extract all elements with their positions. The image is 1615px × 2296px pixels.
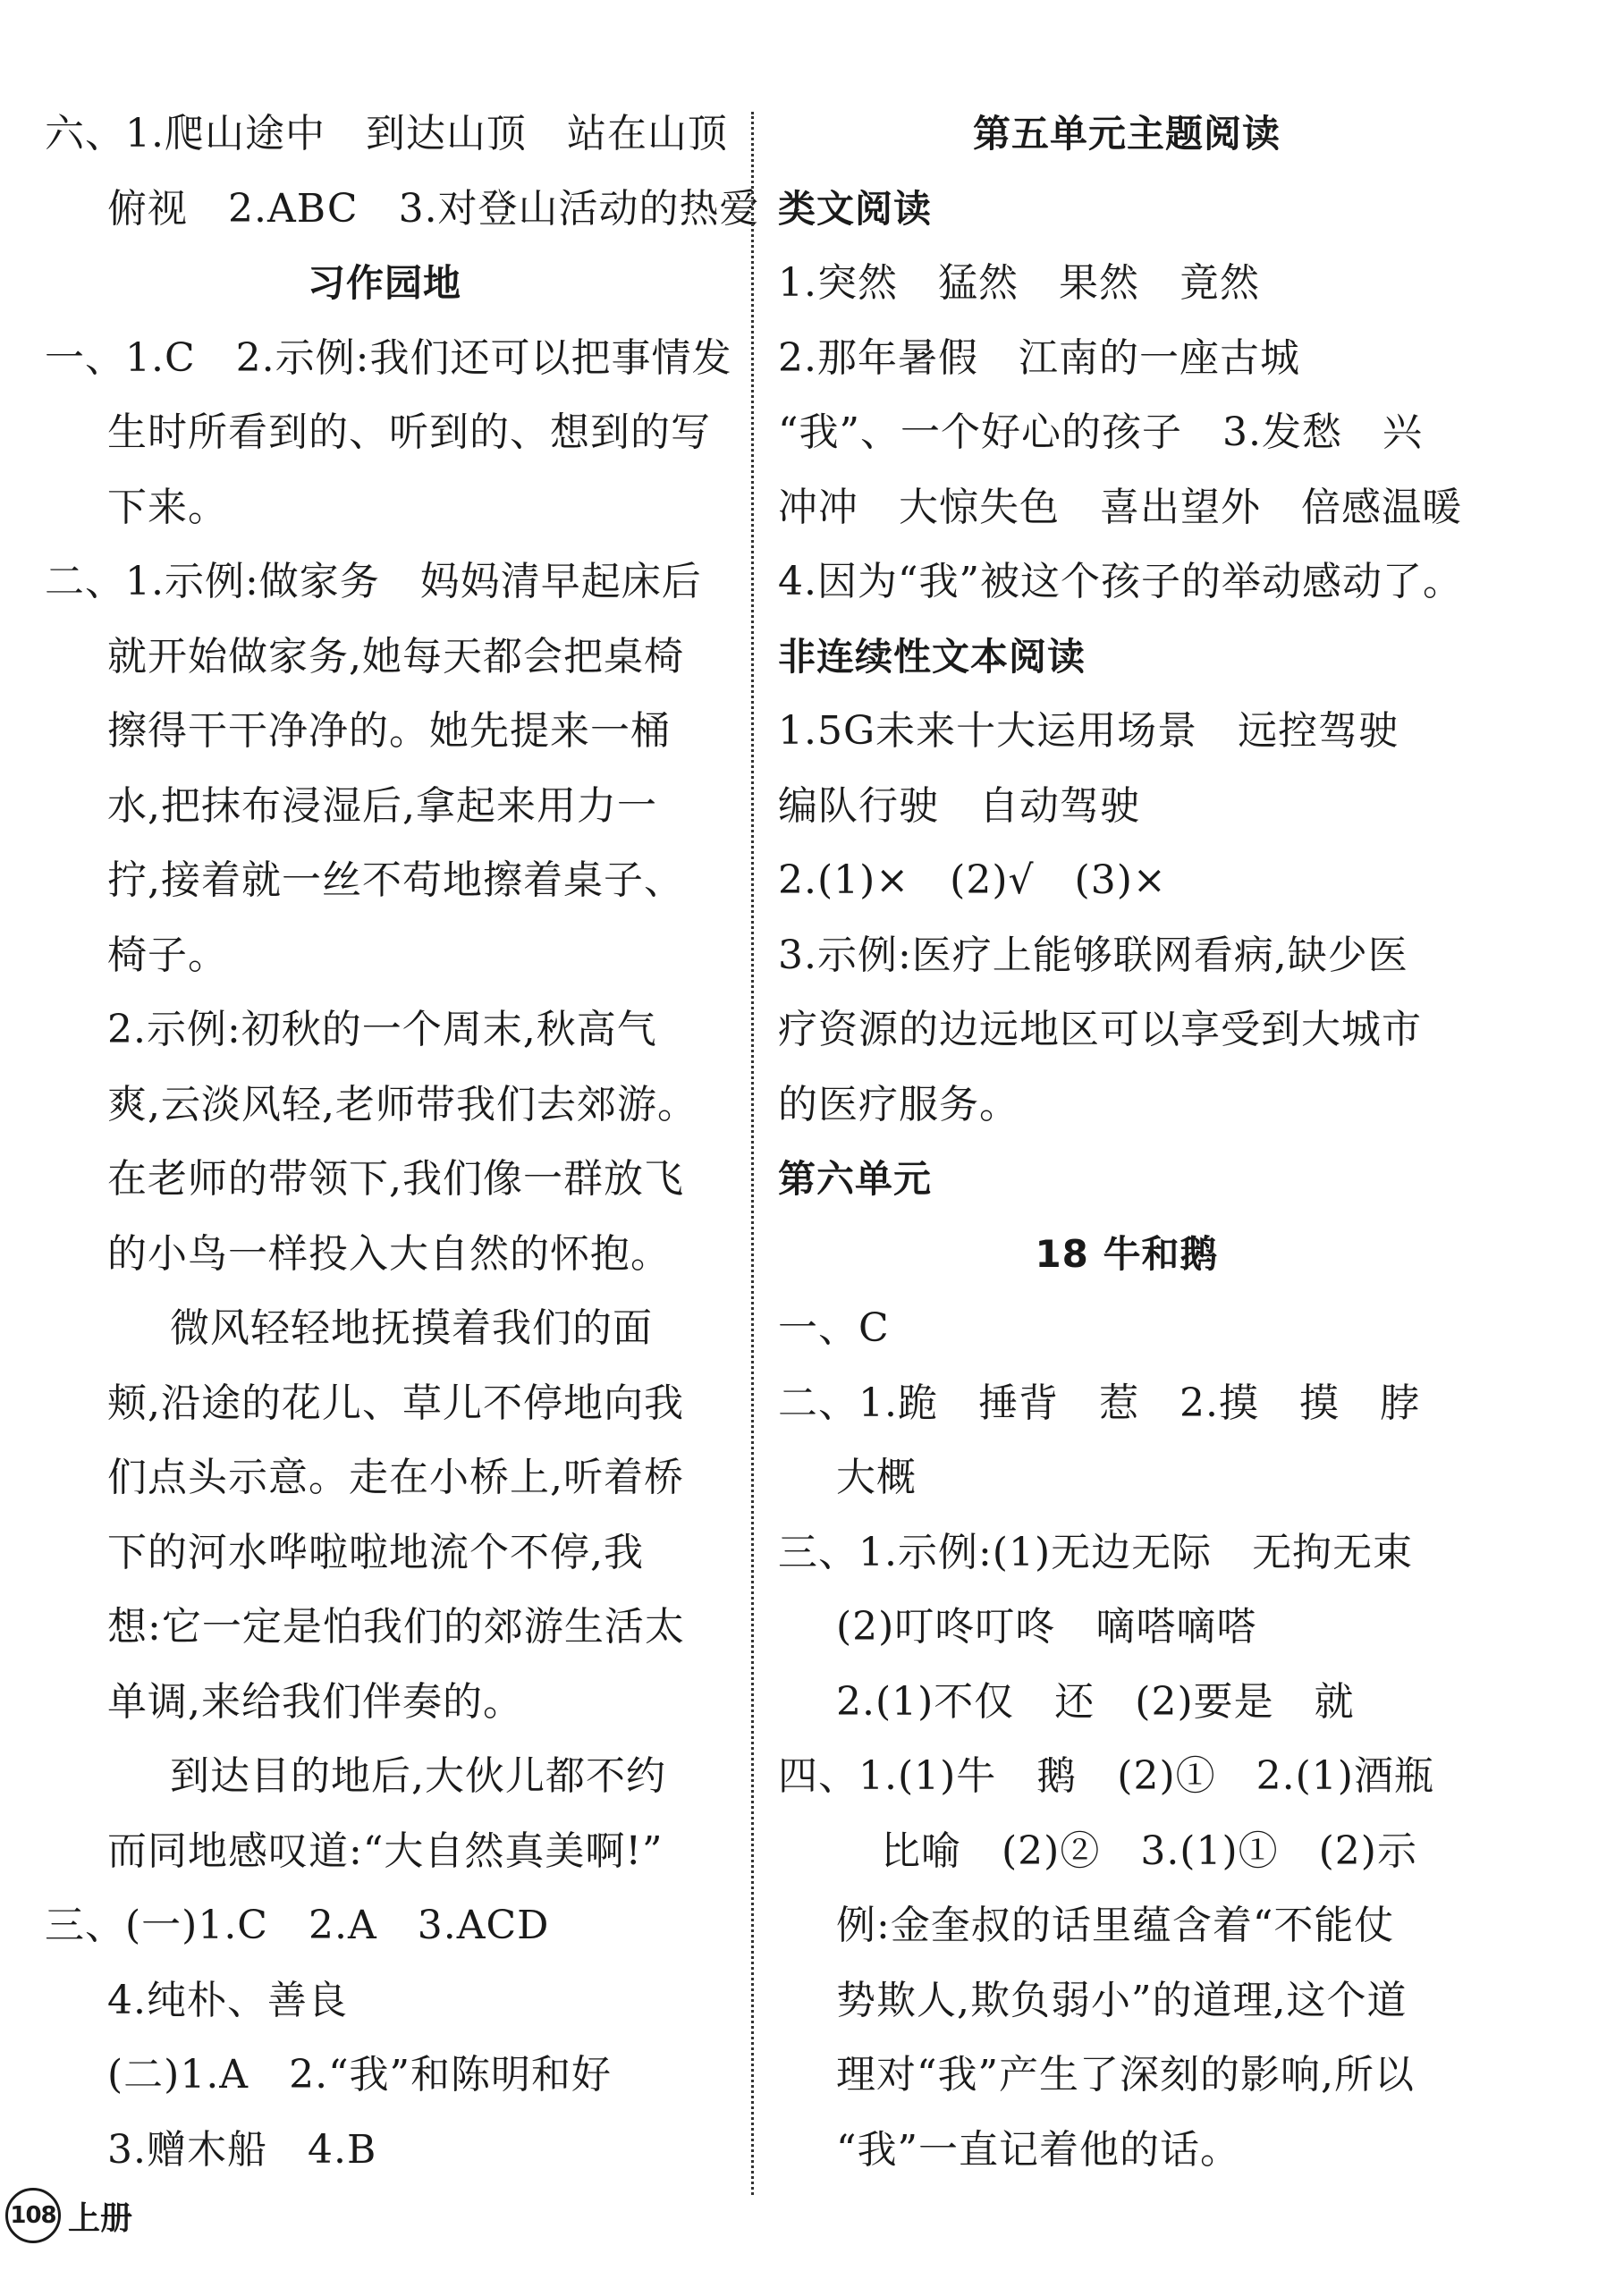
right-text-line: 类文阅读: [778, 186, 933, 231]
right-text-line: 例:金奎叔的话里蕴含着“不能仗: [836, 1903, 1395, 1948]
right-text-line: “我”一直记着他的话。: [836, 2126, 1240, 2173]
left-text-line: 二、1.示例:做家务 妈妈清早起床后: [45, 559, 702, 604]
right-text-line: 2.(1)× (2)√ (3)×: [778, 857, 1167, 903]
left-text-line: 水,把抹布浸湿后,拿起来用力一: [107, 782, 657, 829]
left-text-line: 在老师的带领下,我们像一群放飞: [107, 1156, 684, 1202]
left-text-line: 爽,云淡风轻,老师带我们去郊游。: [107, 1081, 698, 1127]
left-text-line: 下的河水哗啦啦地流个不停,我: [107, 1529, 644, 1575]
left-text-line: 单调,来给我们伴奏的。: [107, 1678, 523, 1725]
right-text-line: 1.突然 猛然 果然 竟然: [778, 260, 1260, 306]
left-text-line: 就开始做家务,她每天都会把桌椅: [107, 633, 684, 680]
right-text-line: 2.(1)不仅 还 (2)要是 就: [836, 1678, 1355, 1725]
right-text-line: 2.那年暑假 江南的一座古城: [778, 334, 1300, 381]
left-text-line: 到达目的地后,大伙儿都不约: [170, 1753, 666, 1799]
left-text-line: 微风轻轻地抚摸着我们的面: [170, 1305, 653, 1351]
right-text-line: 1.5G未来十大运用场景 远控驾驶: [778, 708, 1399, 754]
right-text-line: 势欺人,欺负弱小”的道理,这个道: [836, 1977, 1408, 2023]
left-text-line: 俯视 2.ABC 3.对登山活动的热爱: [107, 185, 760, 232]
volume-label: 上册: [68, 2199, 133, 2237]
right-text-line: 冲冲 大惊失色 喜出望外 倍感温暖: [778, 484, 1462, 530]
left-text-line: (二)1.A 2.“我”和陈明和好: [107, 2052, 613, 2098]
right-text-line: 三、1.示例:(1)无边无际 无拘无束: [778, 1529, 1414, 1575]
right-text-line: 理对“我”产生了深刻的影响,所以: [836, 2052, 1415, 2098]
page-number: 108: [5, 2188, 61, 2243]
right-text-line: 一、C: [778, 1305, 890, 1351]
right-text-line: “我”、一个好心的孩子 3.发愁 兴: [778, 409, 1423, 455]
left-text-line: 三、(一)1.C 2.A 3.ACD: [45, 1903, 550, 1948]
right-text-line: 二、1.跪 捶背 惹 2.摸 摸 脖: [778, 1380, 1420, 1426]
left-text-line: 六、1.爬山途中 到达山顶 站在山顶: [45, 111, 728, 156]
right-text-line: 第六单元: [778, 1157, 933, 1201]
right-text-line: 4.因为“我”被这个孩子的举动感动了。: [778, 559, 1463, 604]
right-text-line: 3.示例:医疗上能够联网看病,缺少医: [778, 932, 1408, 978]
right-text-line: 比喻 (2)② 3.(1)① (2)示: [881, 1828, 1417, 1874]
right-text-line: 大概: [836, 1455, 917, 1500]
left-text-line: 而同地感叹道:“大自然真美啊!”: [107, 1828, 664, 1874]
left-text-line: 拧,接着就一丝不苟地擦着桌子、: [107, 857, 684, 903]
left-text-line: 的小鸟一样投入大自然的怀抱。: [107, 1230, 671, 1277]
left-text-line: 颊,沿途的花儿、草儿不停地向我: [107, 1380, 684, 1426]
left-text-line: 擦得干干净净的。她先提来一桶: [107, 708, 671, 754]
column-divider: [751, 112, 754, 2195]
left-text-line: 们点头示意。走在小桥上,听着桥: [107, 1455, 684, 1500]
left-text-line: 3.赠木船 4.B: [107, 2126, 377, 2173]
left-text-line: 习作园地: [307, 261, 461, 305]
left-text-line: 2.示例:初秋的一个周末,秋高气: [107, 1007, 657, 1052]
left-text-line: 下来。: [107, 484, 228, 530]
right-text-line: 四、1.(1)牛 鹅 (2)① 2.(1)酒瓶: [778, 1753, 1434, 1799]
left-text-line: 一、1.C 2.示例:我们还可以把事情发: [45, 334, 732, 381]
right-text-line: 编队行驶 自动驾驶: [778, 782, 1140, 829]
left-text-line: 椅子。: [107, 932, 228, 978]
right-text-line: (2)叮咚叮咚 嘀嗒嘀嗒: [836, 1604, 1257, 1650]
right-text-line: 18 牛和鹅: [1035, 1231, 1219, 1276]
right-text-line: 非连续性文本阅读: [778, 634, 1087, 679]
right-text-line: 第五单元主题阅读: [972, 112, 1281, 156]
left-text-line: 4.纯朴、善良: [107, 1977, 348, 2023]
right-text-line: 的医疗服务。: [778, 1081, 1019, 1127]
left-text-line: 想:它一定是怕我们的郊游生活太: [107, 1604, 685, 1650]
right-text-line: 疗资源的边远地区可以享受到大城市: [778, 1007, 1422, 1052]
page-footer: [5, 2189, 132, 2242]
left-text-line: 生时所看到的、听到的、想到的写: [107, 409, 711, 455]
